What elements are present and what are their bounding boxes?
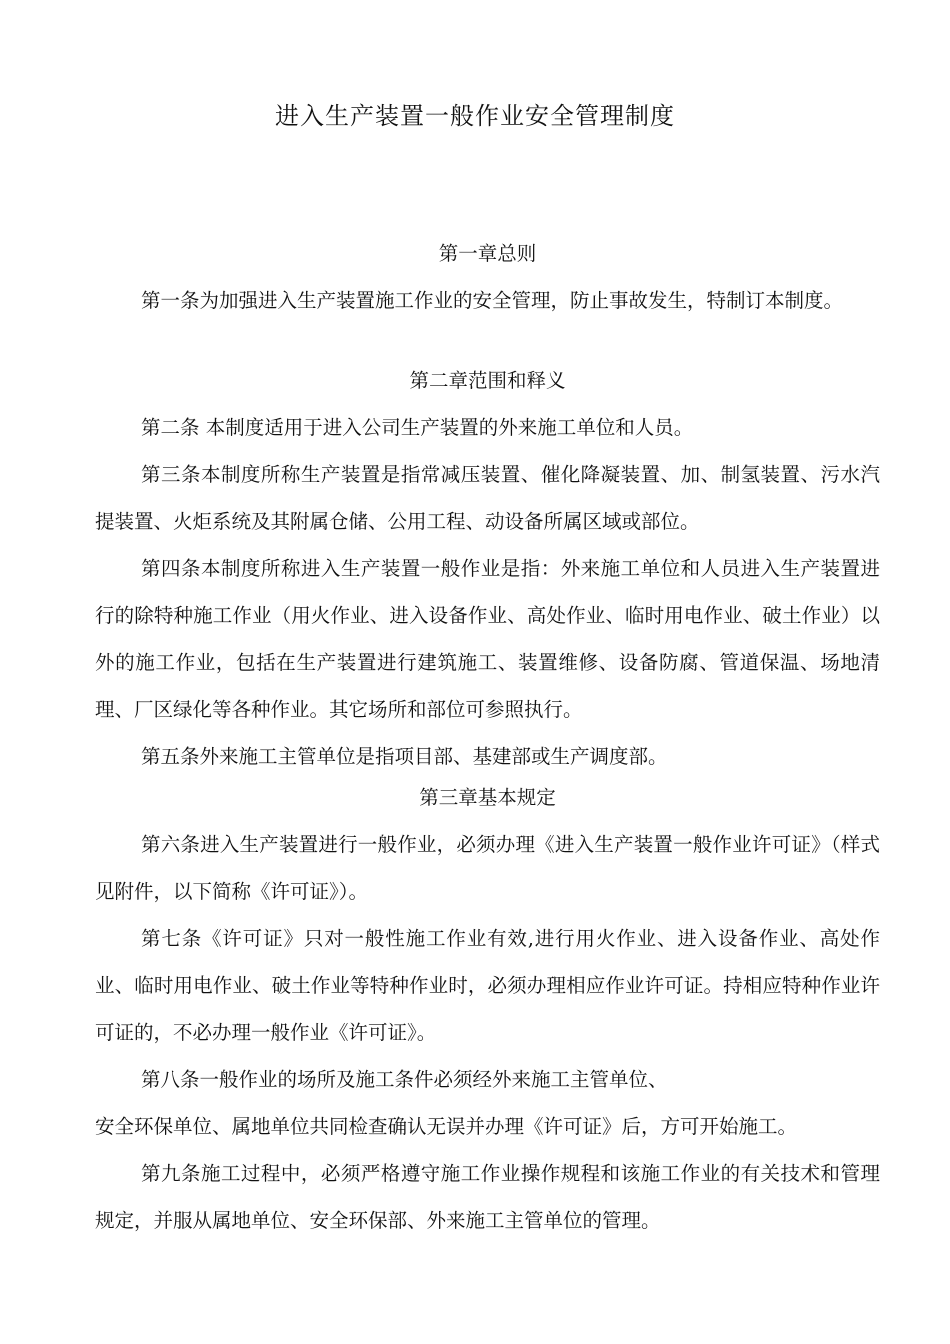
article-7-paragraph: 第七条《许可证》只对一般性施工作业有效,进行用火作业、进入设备作业、高处作业、临时用电作业、破土作业等特种作业时，必须办理相应作业许可证。持相应特种作业许可证的，不必办理一般作业《许可证》。 — [95, 927, 880, 1044]
article-4-paragraph: 第四条本制度所称进入生产装置一般作业是指：外来施工单位和人员进入生产装置进行的除特种施工作业（用火作业、进入设备作业、高处作业、临时用电作业、破土作业）以外的施工作业，包括在生产装置进行建筑施工、装置维修、设备防腐、管道保温、场地清理、厂区绿化等各种作业。其它场所和部位可参照执行。 — [95, 557, 880, 721]
chapter-2-section — [95, 357, 880, 780]
article-5-paragraph: 第五条外来施工主管单位是指项目部、基建部或生产调度部。 — [141, 745, 668, 768]
chapter-3-section — [95, 774, 880, 1244]
document-title: 进入生产装置一般作业安全管理制度 — [275, 102, 675, 130]
article-6-paragraph: 第六条进入生产装置进行一般作业，必须办理《进入生产装置一般作业许可证》（样式见附件，以下简称《许可证》）。 — [95, 833, 880, 903]
chapter-heading: 第三章基本规定 — [419, 786, 556, 809]
article-1-paragraph: 第一条为加强进入生产装置施工作业的安全管理，防止事故发生，特制订本制度。 — [141, 289, 844, 312]
article-8-paragraph: 第八条一般作业的场所及施工条件必须经外来施工主管单位、 — [141, 1068, 668, 1091]
article-9-paragraph: 第九条施工过程中，必须严格遵守施工作业操作规程和该施工作业的有关技术和管理规定，并服从属地单位、安全环保部、外来施工主管单位的管理。 — [95, 1162, 880, 1232]
article-8-continuation: 安全环保单位、属地单位共同检查确认无误并办理《许可证》后，方可开始施工。 — [95, 1115, 798, 1138]
article-2-paragraph: 第二条 本制度适用于进入公司生产装置的外来施工单位和人员。 — [141, 416, 694, 439]
chapter-heading: 第二章范围和释义 — [409, 369, 566, 392]
chapter-1-section — [95, 230, 880, 324]
chapter-heading: 第一章总则 — [438, 242, 537, 265]
article-3-paragraph: 第三条本制度所称生产装置是指常减压装置、催化降凝装置、加、制氢装置、污水汽提装置、火炬系统及其附属仓储、公用工程、动设备所属区域或部位。 — [95, 463, 880, 533]
